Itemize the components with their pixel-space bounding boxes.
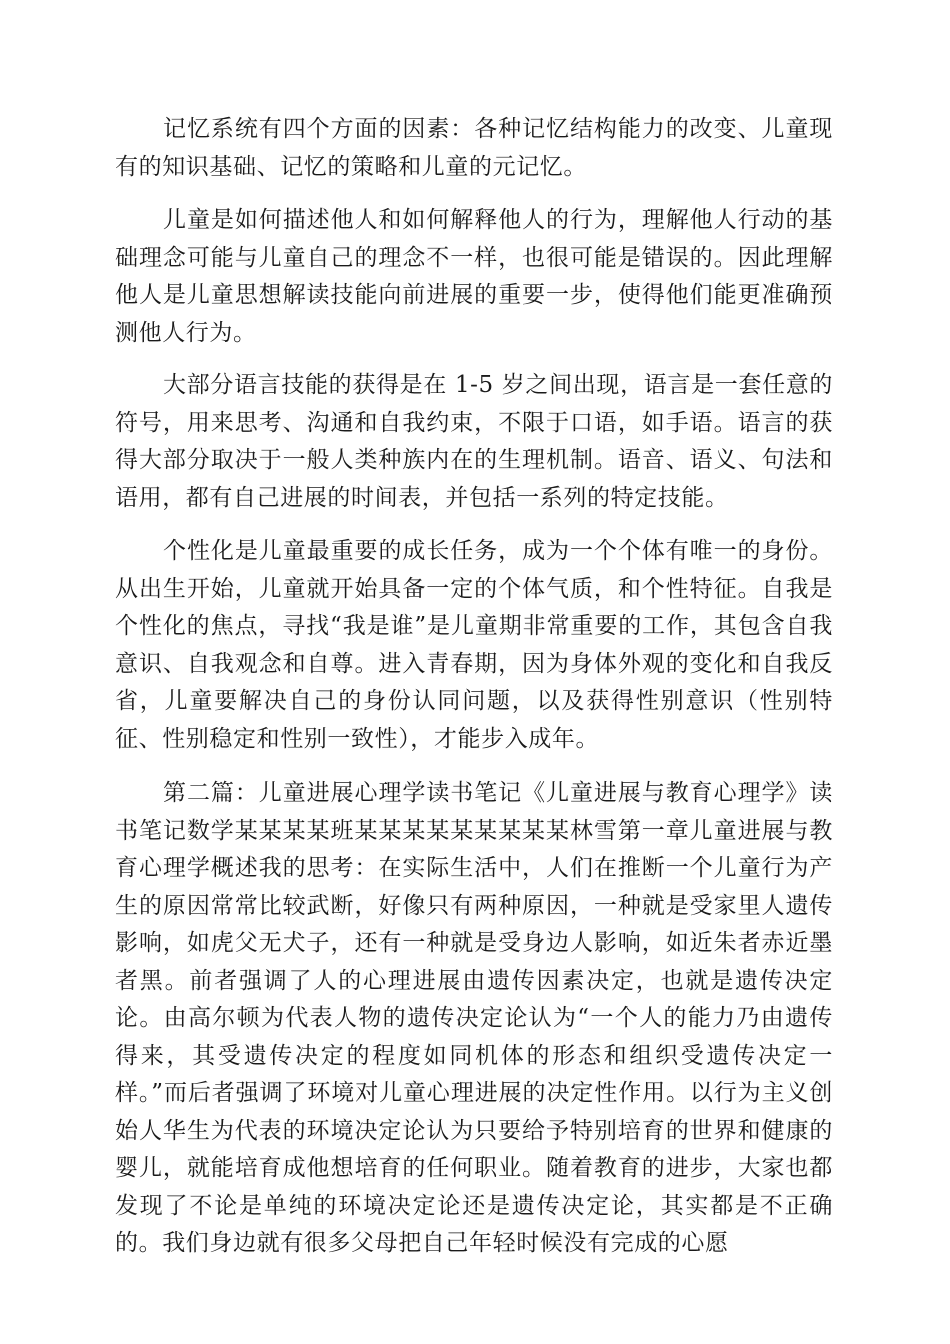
paragraph-understanding-others: 儿童是如何描述他人和如何解释他人的行为，理解他人行动的基础理念可能与儿童自己的理念不一样，也很可能是错误的。因此理解他人是儿童思想解读技能向前进展的重要一步，使得他们能更准确预测他人行为。 bbox=[115, 207, 833, 346]
paragraph-memory-system: 记忆系统有四个方面的因素：各种记忆结构能力的改变、儿童现有的知识基础、记忆的策略和儿童的元记忆。 bbox=[115, 116, 833, 180]
paragraph-second-article: 第二篇：儿童进展心理学读书笔记《儿童进展与教育心理学》读书笔记数学某某某某班某某某某某某某某某林雪第一章儿童进展与教育心理学概述我的思考：在实际生活中，人们在推断一个儿童行为产生的原因常常比较武断，好像只有两种原因，一种就是受家里人遗传影响，如虎父无犬子，还有一种就是受身边人影响，如近朱者赤近墨者黑。前者强调了人的心理进展由遗传因素决定，也就是遗传决定论。由高尔顿为代表人物的遗传决定论认为“一个人的能力乃由遗传得来，其受遗传决定的程度如同机体的形态和组织受遗传决定一样。”而后者强调了环境对儿童心理进展的决定性作用。以行为主义创始人华生为代表的环境决定论认为只要给予特别培育的世界和健康的婴儿，就能培育成他想培育的任何职业。随着教育的进步，大家也都发现了不论是单纯的环境决定论还是遗传决定论，其实都是不正确的。我们身边就有很多父母把自己年轻时候没有完成的心愿 bbox=[115, 780, 833, 1256]
paragraph-language-skills: 大部分语言技能的获得是在 1-5 岁之间出现，语言是一套任意的符号，用来思考、沟通和自我约束，不限于口语，如手语。语言的获得大部分取决于一般人类种族内在的生理机制。语音、语义、句法和语用，都有自己进展的时间表，并包括一系列的特定技能。 bbox=[115, 372, 833, 511]
paragraph-individuation: 个性化是儿童最重要的成长任务，成为一个个体有唯一的身份。从出生开始，儿童就开始具备一定的个体气质，和个性特征。自我是个性化的焦点，寻找“我是谁”是儿童期非常重要的工作，其包含自我意识、自我观念和自尊。进入青春期，因为身体外观的变化和自我反省，儿童要解决自己的身份认同问题，以及获得性别意识（性别特征、性别稳定和性别一致性），才能步入成年。 bbox=[115, 538, 833, 752]
document-body bbox=[115, 111, 833, 1279]
